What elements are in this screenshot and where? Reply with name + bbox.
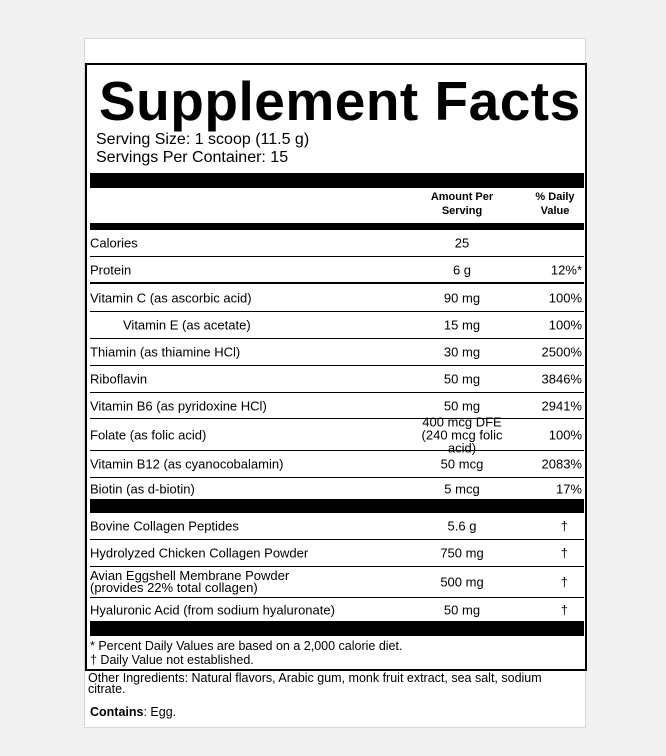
ingredient-row [90, 513, 584, 540]
nutrient-name: Thiamin (as thiamine HCl) [90, 344, 241, 360]
ingredient-name: Bovine Collagen Peptides [90, 518, 239, 534]
footnotes: * Percent Daily Values are based on a 2,000 calorie diet. † Daily Value not established. [90, 639, 403, 667]
servings-per-container: Servings Per Container: 15 [96, 149, 289, 166]
contains-label: Contains [90, 705, 144, 719]
nutrient-daily-value: 100% [548, 317, 582, 333]
amount-per-serving-header: Amount Per Serving [430, 191, 494, 217]
allergen-statement [90, 705, 176, 719]
nutrient-name: Protein [90, 262, 132, 277]
nutrient-name: Vitamin E (as acetate) [123, 317, 251, 333]
dagger-mark: † [560, 574, 568, 590]
nutrient-amount: 6 g [452, 262, 472, 277]
nutrient-daily-value: 2941% [541, 398, 582, 413]
panel-title: Supplement Facts [99, 70, 581, 132]
contains-value: : Egg. [143, 705, 177, 719]
medium-divider [90, 223, 584, 230]
nutrient-name: Vitamin B12 (as cyanocobalamin) [90, 456, 284, 472]
thick-divider [90, 499, 584, 513]
nutrient-row [90, 451, 584, 478]
dagger-mark: † [560, 545, 568, 561]
nutrient-row [90, 230, 584, 257]
ingredient-row [90, 598, 584, 621]
thick-divider [90, 621, 584, 636]
nutrient-daily-value: 2083% [541, 456, 582, 472]
nutrient-name: Vitamin C (as ascorbic acid) [90, 290, 252, 305]
nutrient-amount: 5 mcg [444, 481, 480, 496]
ingredient-name: Hydrolyzed Chicken Collagen Powder [90, 545, 309, 561]
daily-value-header: % Daily Value [535, 191, 575, 217]
supplement-facts-card [84, 38, 586, 728]
ingredient-name: Hyaluronic Acid (from sodium hyaluronate) [90, 602, 335, 617]
nutrient-row [90, 414, 584, 455]
nutrient-amount: 400 mcg DFE (240 mcg folic acid) [421, 414, 503, 455]
nutrient-row [90, 257, 584, 284]
nutrient-row [90, 339, 584, 366]
nutrient-daily-value: 100% [548, 427, 582, 442]
nutrient-amount: 50 mcg [440, 456, 484, 472]
serving-size: Serving Size: 1 scoop (11.5 g) [96, 131, 310, 148]
nutrient-name: Vitamin B6 (as pyridoxine HCl) [90, 398, 267, 413]
thick-divider [90, 173, 584, 188]
nutrient-row [90, 284, 584, 312]
dagger-mark: † [560, 518, 568, 534]
nutrient-row [90, 366, 584, 393]
nutrient-amount: 90 mg [443, 290, 481, 305]
nutrient-daily-value: 12%* [550, 262, 582, 277]
ingredient-row [90, 540, 584, 567]
nutrient-daily-value: 2500% [541, 344, 582, 360]
ingredient-amount: 5.6 g [447, 518, 477, 534]
nutrient-name: Folate (as folic acid) [90, 427, 207, 442]
nutrient-daily-value: 17% [555, 481, 582, 496]
nutrient-row [90, 312, 584, 339]
nutrient-row [90, 478, 584, 499]
nutrient-name: Riboflavin [90, 371, 148, 387]
nutrient-daily-value: 100% [548, 290, 582, 305]
other-ingredients: Other Ingredients: Natural flavors, Arabic gum, monk fruit extract, sea salt, sodium citrate. [88, 671, 542, 696]
dagger-mark: † [560, 602, 568, 617]
ingredient-name: Avian Eggshell Membrane Powder (provides 22% total collagen) [90, 568, 290, 595]
nutrient-daily-value: 3846% [541, 371, 582, 387]
ingredient-amount: 750 mg [440, 545, 484, 561]
ingredient-amount: 50 mg [443, 602, 481, 617]
ingredient-amount: 500 mg [440, 574, 484, 590]
nutrient-name: Calories [90, 235, 138, 251]
nutrient-amount: 50 mg [443, 398, 481, 413]
nutrient-amount: 15 mg [443, 317, 481, 333]
nutrient-amount: 30 mg [443, 344, 481, 360]
nutrient-name: Biotin (as d-biotin) [90, 481, 195, 496]
ingredient-row [90, 567, 584, 598]
nutrient-amount: 25 [454, 235, 470, 251]
supplement-facts-panel [85, 63, 587, 671]
nutrient-amount: 50 mg [443, 371, 481, 387]
